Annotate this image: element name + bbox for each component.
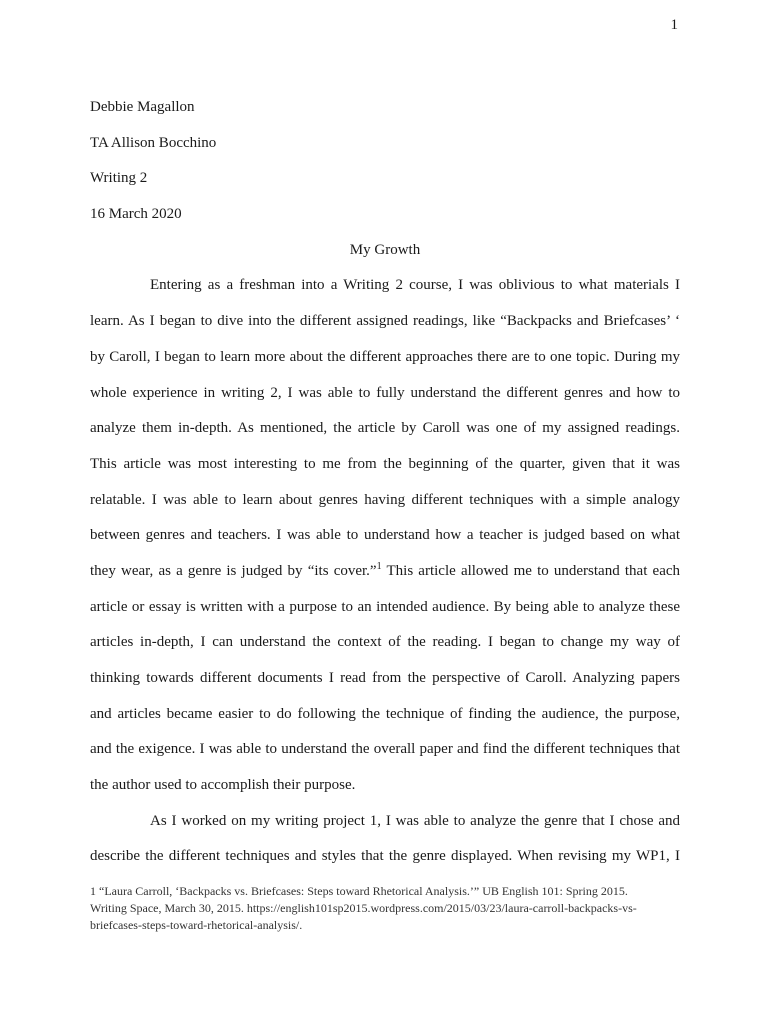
- paragraph-line: and the exigence. I was able to understand the overall paper and find the different techniques that: [90, 741, 680, 758]
- page-number: 1: [670, 17, 678, 33]
- document-body: [90, 90, 680, 875]
- footnote-line: briefcases-steps-toward-rhetorical-analysis/.: [90, 918, 303, 932]
- paragraph-line: learn. As I began to dive into the different assigned readings, like “Backpacks and Briefcases’ ‘: [90, 313, 680, 330]
- paragraph-line: the author used to accomplish their purpose.: [90, 777, 356, 794]
- course-name: Writing 2: [90, 170, 148, 187]
- paragraph-line: relatable. I was able to learn about genres having different techniques with a simple analogy: [90, 491, 680, 508]
- paragraph-line: by Caroll, I began to learn more about the different approaches there are to one topic. During my: [90, 348, 680, 365]
- paragraph-line: thinking towards different documents I read from the perspective of Caroll. Analyzing papers: [90, 670, 680, 686]
- paragraph-line: articles in-depth, I can understand the context of the reading. I began to change my way of: [90, 634, 680, 651]
- author-name: Debbie Magallon: [90, 99, 195, 115]
- paragraph-line: article or essay is written with a purpose to an intended audience. By being able to analyze these: [90, 598, 680, 615]
- paragraph-text: This article allowed me to understand that each: [381, 562, 680, 579]
- paragraph-text: Entering as a freshman into a Writing 2 course, I was oblivious to what materials I: [150, 277, 680, 294]
- paragraph-line: analyze them in-depth. As mentioned, the article by Caroll was one of my assigned readings.: [90, 420, 680, 437]
- paragraph-line: [90, 554, 680, 590]
- document-date: 16 March 2020: [90, 206, 182, 223]
- paragraph-line: between genres and teachers. I was able to understand how a teacher is judged based on what: [90, 527, 680, 544]
- paragraph-line: [90, 268, 680, 304]
- footnote-line: Writing Space, March 30, 2015. https://english101sp2015.wordpress.com/2015/03/23/laura-carroll-backpacks-vs-: [90, 901, 637, 915]
- paragraph-line: describe the different techniques and styles that the genre displayed. When revising my WP1, I: [90, 848, 680, 865]
- footnote-mark: 1: [90, 884, 96, 898]
- paragraph-line: whole experience in writing 2, I was able to fully understand the different genres and how to: [90, 384, 680, 401]
- paragraph-line: and articles became easier to do following the technique of finding the audience, the purpose,: [90, 705, 680, 722]
- footnote-reference: 1: [376, 560, 382, 572]
- document-title: My Growth: [349, 241, 421, 258]
- footnote-line: [90, 883, 680, 900]
- paragraph-line: [90, 804, 680, 840]
- paragraph-text: they wear, as a genre is judged by “its cover.”: [90, 562, 377, 579]
- paragraph-line: This article was most interesting to me from the beginning of the quarter, given that it was: [90, 455, 680, 472]
- instructor-name: TA Allison Bocchino: [90, 134, 217, 151]
- footnote: [90, 883, 680, 934]
- paragraph-text: As I worked on my writing project 1, I was able to analyze the genre that I chose and: [150, 812, 680, 829]
- footnote-text: “Laura Carroll, ‘Backpacks vs. Briefcases: Steps toward Rhetorical Analysis.’” UB English 101: Spring 2015.: [96, 884, 628, 898]
